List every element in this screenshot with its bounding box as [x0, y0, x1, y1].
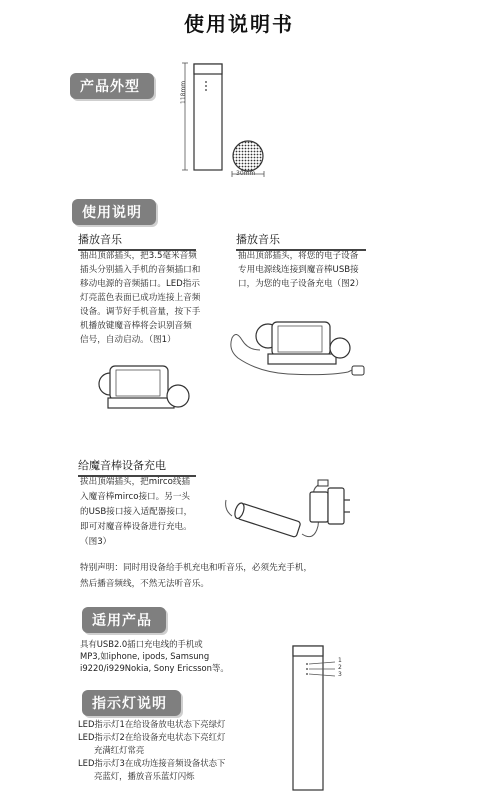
play-music-text-1 [80, 249, 230, 347]
text-line: LED指示灯3在成功连接音频设备状态下 [78, 758, 226, 768]
products-text [80, 638, 280, 674]
special-notice [80, 560, 410, 592]
text-line: 特别声明：同时用设备给手机充电和听音乐，必须先充手机， [80, 563, 313, 573]
text-line: 抽出顶部插头，把3.5毫米音频 [80, 251, 197, 261]
text-line: 机播放键魔音棒将会识别音频 [80, 321, 192, 331]
text-line: 移动电源的音频插口。LED指示 [80, 279, 200, 289]
text-line: 然后播音频线，不然无法听音乐。 [80, 579, 209, 589]
text-line: 信号，自动启动。（图1） [80, 335, 176, 345]
figure-2-phone-charging [228, 310, 378, 385]
text-line: 拔出顶端插头，把mirco线插 [80, 477, 191, 487]
play-music-heading-2: 播放音乐 [236, 231, 366, 251]
text-line: 的USB接口接入适配器接口， [80, 507, 193, 517]
text-line: 专用电源线连接到魔音棒USB接 [238, 265, 359, 275]
text-line: 抽出顶部插头，将您的电子设备 [238, 251, 359, 261]
text-line: 即可对魔音棒设备进行充电。 [80, 522, 192, 532]
text-line: 插头分别插入手机的音频插口和 [80, 265, 201, 275]
led-label: 1 [338, 657, 342, 664]
text-line: 具有USB2.0插口充电线的手机或 [80, 639, 203, 649]
text-line: 亮蓝灯，播放音乐蓝灯闪烁 [94, 771, 195, 781]
text-line: （图3） [80, 537, 112, 547]
page-title: 使用说明书 [184, 12, 294, 36]
dimension-width-label: 30mm [236, 170, 256, 177]
text-line: MP3,如iphone, ipods, Samsung [80, 651, 210, 661]
section-usage-header: 使用说明 [72, 199, 156, 225]
dimension-height-label: 118mm [180, 80, 187, 104]
figure-3-charging-adapter [218, 472, 358, 552]
play-music-heading-1: 播放音乐 [78, 231, 196, 251]
play-music-text-2 [238, 249, 383, 291]
text-line: i9220/i929Nokia, Sony Ericsson等。 [80, 663, 229, 673]
charging-text [80, 475, 225, 550]
text-line: 口，为您的电子设备充电（图2） [238, 279, 364, 289]
product-outline-figure [172, 60, 282, 185]
led-label: 3 [338, 671, 342, 678]
led-label: 2 [338, 664, 342, 671]
text-line: 设备。调节好手机音量，按下手 [80, 307, 201, 317]
text-line: 入魔音棒mirco接口。另一头 [80, 492, 191, 502]
charging-heading: 给魔音棒设备充电 [78, 457, 196, 477]
section-products-header: 适用产品 [82, 607, 166, 633]
text-line: 充满红灯常亮 [94, 745, 145, 755]
text-line: LED指示灯2在给设备充电状态下亮红灯 [78, 732, 226, 742]
led-indicator-figure [285, 642, 355, 792]
led-number-labels [338, 657, 342, 678]
indicator-text [78, 718, 278, 783]
text-line: 灯亮蓝色表面已成功连接上音频 [80, 293, 201, 303]
figure-1-phone-audio [96, 360, 196, 420]
section-appearance-header: 产品外型 [70, 73, 154, 99]
section-indicator-header: 指示灯说明 [82, 690, 181, 716]
text-line: LED指示灯1在给设备放电状态下亮绿灯 [78, 719, 226, 729]
